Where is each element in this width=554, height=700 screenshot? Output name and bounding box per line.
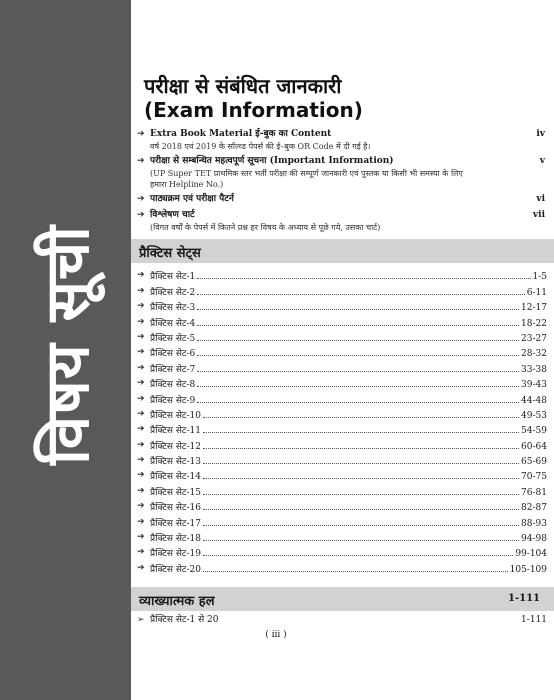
arrow-right-icon: ➔ — [137, 378, 145, 389]
info-item-page: vi — [536, 194, 545, 204]
arrow-right-icon: ➔ — [137, 532, 145, 543]
page-number: ( iii ) — [265, 630, 287, 640]
practice-set-label: प्रैक्टिस सेट-15 — [150, 487, 201, 498]
practice-set-pages: 94-98 — [521, 534, 547, 545]
info-item[interactable] — [137, 209, 545, 233]
practice-set-pages: 105-109 — [509, 564, 547, 575]
arrow-right-icon: ➔ — [137, 393, 145, 404]
info-item-desc: (विगत वर्षों के पेपर्स में कितने प्रश्न हर विषय के अध्याय से पूछे गये, उसका चार्ट) — [150, 223, 381, 232]
practice-set-pages: 54-59 — [521, 426, 547, 437]
arrow-right-icon: ➔ — [137, 408, 145, 419]
practice-set-row[interactable] — [137, 375, 547, 390]
practice-set-row[interactable] — [137, 513, 547, 528]
arrow-right-icon: ➔ — [137, 316, 145, 327]
practice-set-label: प्रैक्टिस सेट-16 — [150, 503, 201, 514]
sidebar-title: विषय सूची — [33, 225, 103, 465]
arrow-right-icon: ➔ — [137, 501, 145, 512]
dot-leader — [203, 478, 519, 479]
page-subtitle: (Exam Information) — [144, 98, 363, 122]
practice-set-pages: 70-75 — [521, 472, 547, 483]
dot-leader — [203, 417, 519, 418]
practice-set-label: प्रैक्टिस सेट-19 — [150, 549, 201, 560]
dot-leader — [203, 463, 519, 464]
practice-set-row[interactable] — [137, 298, 547, 313]
practice-set-label: प्रैक्टिस सेट-4 — [150, 318, 196, 329]
solutions-heading — [131, 587, 554, 611]
practice-set-row[interactable] — [137, 282, 547, 297]
practice-set-row[interactable] — [137, 359, 547, 374]
info-item[interactable] — [137, 193, 545, 206]
dot-leader — [203, 509, 519, 510]
info-item-page: iv — [536, 129, 545, 139]
practice-set-row[interactable] — [137, 421, 547, 436]
practice-set-row[interactable] — [137, 529, 547, 544]
practice-set-pages: 33-38 — [521, 364, 547, 375]
dot-leader — [203, 448, 519, 449]
arrow-right-icon: ➔ — [137, 455, 145, 466]
arrow-right-icon: ➔ — [137, 516, 145, 527]
info-item-page: v — [539, 156, 545, 166]
arrow-right-icon: ➔ — [137, 562, 145, 573]
dot-leader — [197, 355, 519, 356]
arrow-right-icon: ➔ — [137, 547, 145, 558]
practice-set-row[interactable] — [137, 467, 547, 482]
practice-set-pages: 12-17 — [521, 303, 547, 314]
practice-set-row[interactable] — [137, 406, 547, 421]
info-item[interactable] — [137, 128, 545, 152]
practice-set-row[interactable] — [137, 482, 547, 497]
arrow-right-icon: ➔ — [137, 285, 145, 296]
practice-set-label: प्रैक्टिस सेट-1 — [150, 272, 196, 283]
practice-set-row[interactable] — [137, 436, 547, 451]
dot-leader — [197, 278, 530, 279]
dot-leader — [197, 325, 519, 326]
practice-set-label: प्रैक्टिस सेट-9 — [150, 395, 196, 406]
info-item-title: परीक्षा से सम्बन्धित महत्वपूर्ण सूचना (Important Information) — [150, 156, 394, 166]
practice-sets-heading-label: प्रैक्टिस सेट्स — [139, 246, 201, 261]
practice-set-row[interactable] — [137, 313, 547, 328]
practice-set-row[interactable] — [137, 267, 547, 282]
arrow-right-icon: ➔ — [137, 270, 145, 281]
info-item-title: Extra Book Material ई-बुक का Content — [150, 129, 332, 139]
practice-set-row[interactable] — [137, 498, 547, 513]
practice-set-pages: 44-48 — [521, 395, 547, 406]
arrow-right-icon: ➔ — [137, 156, 145, 166]
arrow-right-icon: ➢ — [137, 615, 145, 625]
practice-set-row[interactable] — [137, 559, 547, 574]
arrow-right-icon: ➔ — [137, 301, 145, 312]
info-item-title: पाठ्यक्रम एवं परीक्षा पैटर्न — [150, 194, 234, 204]
sidebar — [0, 0, 131, 700]
practice-set-pages: 18-22 — [521, 318, 547, 329]
dot-leader — [203, 494, 519, 495]
arrow-right-icon: ➔ — [137, 129, 145, 139]
practice-set-label: प्रैक्टिस सेट-13 — [150, 457, 201, 468]
dot-leader — [203, 540, 519, 541]
info-item[interactable] — [137, 155, 545, 190]
info-item-desc: वर्ष 2018 एवं 2019 के सॉल्व्ड पेपर्स की ई–बुक OR Code में दी गई है। — [150, 142, 371, 151]
practice-set-label: प्रैक्टिस सेट-5 — [150, 333, 196, 344]
solutions-item-pages: 1-111 — [521, 615, 547, 625]
info-item-title: विश्लेषण चार्ट — [150, 210, 195, 220]
practice-set-label: प्रैक्टिस सेट-20 — [150, 564, 201, 575]
practice-set-pages: 88-93 — [521, 518, 547, 529]
practice-set-label: प्रैक्टिस सेट-3 — [150, 303, 196, 314]
practice-set-pages: 39-43 — [521, 380, 547, 391]
practice-set-label: प्रैक्टिस सेट-12 — [150, 441, 201, 452]
practice-set-label: प्रैक्टिस सेट-7 — [150, 364, 196, 375]
practice-set-row[interactable] — [137, 390, 547, 405]
practice-set-pages: 65-69 — [521, 457, 547, 468]
arrow-right-icon: ➔ — [137, 424, 145, 435]
practice-set-pages: 1-5 — [532, 272, 547, 283]
practice-set-label: प्रैक्टिस सेट-18 — [150, 534, 201, 545]
dot-leader — [197, 340, 519, 341]
practice-set-label: प्रैक्टिस सेट-8 — [150, 380, 196, 391]
practice-set-row[interactable] — [137, 544, 547, 559]
practice-set-row[interactable] — [137, 344, 547, 359]
dot-leader — [203, 555, 513, 556]
practice-sets-heading — [131, 239, 554, 263]
dot-leader — [197, 371, 519, 372]
solutions-heading-pages: 1-111 — [508, 593, 540, 604]
arrow-right-icon: ➔ — [137, 485, 145, 496]
dot-leader — [203, 525, 519, 526]
practice-set-label: प्रैक्टिस सेट-17 — [150, 518, 201, 529]
contents-page — [131, 0, 554, 700]
practice-set-pages: 23-27 — [521, 333, 547, 344]
dot-leader — [203, 432, 519, 433]
practice-set-pages: 82-87 — [521, 503, 547, 514]
practice-set-pages: 76-81 — [521, 487, 547, 498]
solutions-item[interactable] — [137, 614, 547, 627]
arrow-right-icon: ➔ — [137, 439, 145, 450]
practice-set-pages: 28-32 — [521, 349, 547, 360]
practice-set-label: प्रैक्टिस सेट-11 — [150, 426, 201, 437]
dot-leader — [197, 402, 519, 403]
dot-leader — [203, 571, 508, 572]
exam-info-list — [137, 128, 545, 236]
practice-set-label: प्रैक्टिस सेट-6 — [150, 349, 196, 360]
practice-set-pages: 99-104 — [515, 549, 547, 560]
practice-set-pages: 60-64 — [521, 441, 547, 452]
info-item-page: vii — [532, 210, 545, 220]
dot-leader — [197, 386, 519, 387]
dot-leader — [197, 309, 519, 310]
arrow-right-icon: ➔ — [137, 194, 145, 204]
arrow-right-icon: ➔ — [137, 331, 145, 342]
arrow-right-icon: ➔ — [137, 362, 145, 373]
practice-set-row[interactable] — [137, 452, 547, 467]
arrow-right-icon: ➔ — [137, 347, 145, 358]
practice-set-pages: 6-11 — [526, 287, 547, 298]
practice-set-pages: 49-53 — [521, 410, 547, 421]
practice-set-list — [137, 267, 547, 575]
arrow-right-icon: ➔ — [137, 470, 145, 481]
practice-set-row[interactable] — [137, 329, 547, 344]
solutions-heading-label: व्याख्यात्मक हल — [139, 594, 215, 609]
arrow-right-icon: ➔ — [137, 210, 145, 220]
practice-set-label: प्रैक्टिस सेट-2 — [150, 287, 196, 298]
info-item-desc: (UP Super TET प्राथमिक स्तर भर्ती परीक्षा की सम्पूर्ण जानकारी एवं पुस्तक या किसी भी समस्या के लिए हमारा Helpline No.) — [150, 169, 463, 189]
dot-leader — [197, 294, 525, 295]
practice-set-label: प्रैक्टिस सेट-10 — [150, 410, 201, 421]
solutions-item-label: प्रैक्टिस सेट-1 से 20 — [150, 615, 219, 625]
page-title: परीक्षा से संबंधित जानकारी — [144, 74, 342, 98]
practice-set-label: प्रैक्टिस सेट-14 — [150, 472, 201, 483]
